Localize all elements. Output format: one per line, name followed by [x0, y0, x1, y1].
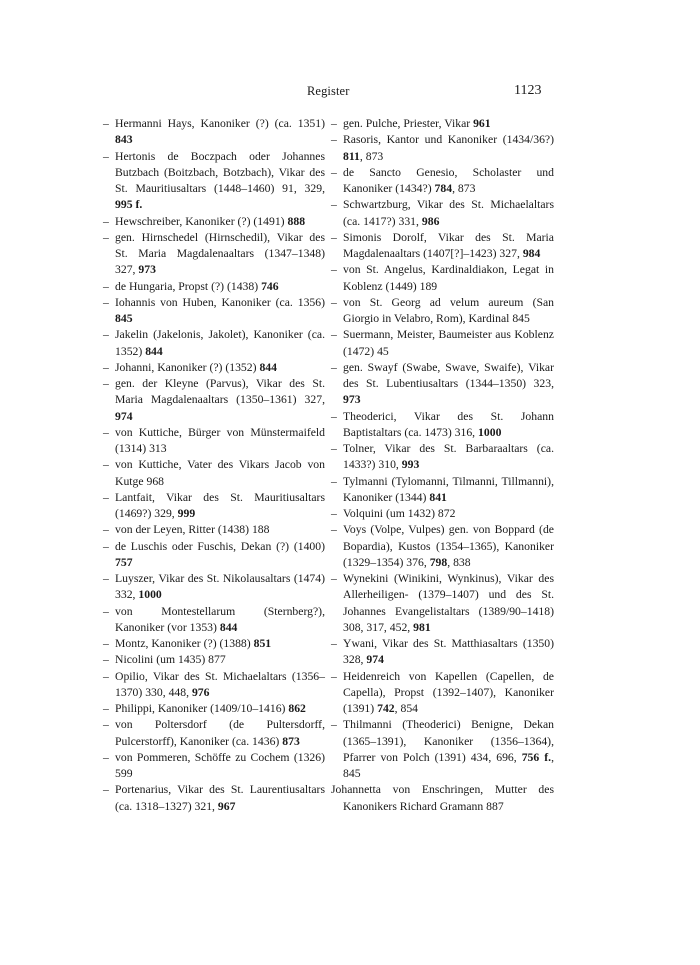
- entry-dash: –: [331, 198, 337, 212]
- entry-main-reference: 888: [287, 214, 306, 228]
- register-entry: [331, 782, 554, 815]
- entry-dash: –: [331, 442, 337, 455]
- register-entry: [103, 425, 325, 458]
- register-entry: [331, 262, 554, 295]
- register-entry: [103, 604, 325, 637]
- register-entry: [103, 457, 325, 490]
- register-entry: [103, 360, 325, 376]
- entry-extra-reference: , 838: [447, 555, 471, 569]
- entry-main-reference: 757: [115, 555, 133, 569]
- register-entry: [103, 669, 325, 702]
- entry-dash: –: [103, 117, 109, 130]
- entry-dash: –: [103, 490, 109, 504]
- entry-text: Voys (Volpe, Vulpes) gen. von Boppard (de Bopardia), Kustos (1354–1365), Kanoniker (1329–1354) 376,: [343, 523, 554, 569]
- entry-main-reference: 746: [261, 279, 279, 293]
- entry-dash: –: [103, 750, 109, 764]
- entry-main-reference: 974: [115, 409, 133, 423]
- entry-main-reference: 974: [366, 653, 384, 667]
- register-entry: [103, 782, 325, 815]
- entry-extra-reference: , 873: [452, 182, 476, 195]
- entry-main-reference: 845: [115, 312, 133, 325]
- entry-dash: –: [331, 637, 337, 650]
- entry-dash: –: [103, 377, 109, 390]
- register-entry: [331, 636, 554, 669]
- entry-text: de Sancto Genesio, Scholaster und Kanoniker (1434?): [343, 165, 554, 195]
- entry-text: Tylmanni (Tylomanni, Tilmanni, Tillmanni), Kanoniker (1344): [343, 474, 554, 504]
- register-entry: [103, 636, 325, 652]
- entry-dash: –: [331, 133, 337, 147]
- entry-dash: –: [331, 523, 337, 537]
- entry-extra-reference: , 845: [343, 750, 554, 780]
- register-entry: [331, 327, 554, 360]
- entry-text: Schwartzburg, Vikar des St. Michaelaltars (ca. 1417?) 331,: [343, 198, 554, 228]
- register-entry: [331, 165, 554, 198]
- entry-text: von Kuttiche, Bürger von Münstermaifeld (1314) 313: [115, 425, 325, 455]
- entry-main-reference: 798: [429, 555, 448, 569]
- entry-dash: –: [103, 653, 109, 667]
- entry-main-reference: 976: [191, 685, 210, 699]
- entry-extra-reference: , 873: [359, 149, 384, 163]
- register-entry: [103, 750, 325, 783]
- entry-dash: –: [331, 360, 337, 374]
- entry-text: Wynekini (Winikini, Wynkinus), Vikar des Allerheiligen- (1379–1407) und des St. Johannes Evangelistaltars (1389/90–1418) 308, 317, 452,: [343, 572, 554, 634]
- register-entry: [103, 327, 325, 360]
- entry-main-reference: 873: [282, 734, 300, 748]
- register-entry: [331, 197, 554, 230]
- entry-main-reference: 844: [259, 360, 277, 374]
- entry-text: von Poltersdorf (de Pultersdorff, Pulcerstorff), Kanoniker (ca. 1436): [115, 718, 325, 748]
- entry-dash: –: [331, 117, 337, 130]
- entry-dash: –: [331, 295, 337, 309]
- entry-text: Hermanni Hays, Kanoniker (?) (ca. 1351): [115, 117, 325, 130]
- entry-dash: –: [103, 214, 109, 228]
- entry-text: Ywani, Vikar des St. Matthiasaltars (1350) 328,: [343, 637, 554, 667]
- register-entry: [103, 522, 325, 538]
- entry-dash: –: [331, 572, 337, 585]
- register-entry: [103, 149, 325, 214]
- entry-text: Johannetta von Enschringen, Mutter des Kanonikers Richard Gramann 887: [331, 783, 554, 813]
- entry-main-reference: 995 f.: [115, 198, 143, 212]
- entry-main-reference: 844: [219, 620, 238, 634]
- entry-dash: –: [103, 572, 109, 585]
- entry-dash: –: [103, 718, 109, 732]
- entry-dash: –: [103, 637, 109, 650]
- entry-text: Hewschreiber, Kanoniker (?) (1491): [115, 214, 288, 228]
- entry-text: von Kuttiche, Vater des Vikars Jacob von Kutge 968: [115, 458, 325, 488]
- entry-dash: –: [103, 669, 109, 683]
- register-entry: [103, 279, 325, 295]
- register-entry: [103, 539, 325, 572]
- register-entry: [103, 701, 325, 717]
- entry-text: gen. Pulche, Priester, Vikar: [343, 117, 474, 130]
- entry-text: de Hungaria, Propst (?) (1438): [115, 279, 262, 293]
- entry-dash: –: [103, 425, 109, 439]
- entry-dash: –: [331, 409, 337, 423]
- entry-text: von St. Angelus, Kardinaldiakon, Legat in Koblenz (1449) 189: [343, 263, 554, 293]
- register-entry: [331, 441, 554, 474]
- register-entry: [331, 506, 554, 522]
- entry-dash: –: [103, 604, 109, 618]
- register-entry: [331, 717, 554, 782]
- entry-dash: –: [103, 702, 109, 715]
- entry-main-reference: 967: [217, 799, 236, 813]
- register-entry: [331, 132, 554, 165]
- entry-text: Portenarius, Vikar des St. Laurentiusaltars (ca. 1318–1327) 321,: [115, 783, 325, 813]
- register-entry: [331, 360, 554, 409]
- entry-text: Iohannis von Huben, Kanoniker (ca. 1356): [115, 295, 325, 309]
- entry-dash: –: [103, 279, 109, 293]
- entry-main-reference: 862: [288, 702, 306, 715]
- entry-text: Opilio, Vikar des St. Michaelaltars (1356–1370) 330, 448,: [115, 669, 325, 699]
- entry-text: Johanni, Kanoniker (?) (1352): [115, 360, 260, 374]
- entry-text: gen. der Kleyne (Parvus), Vikar des St. Maria Magdalenaaltars (1350–1361) 327,: [115, 377, 325, 407]
- entry-main-reference: 756 f.: [521, 750, 552, 764]
- entry-extra-reference: , 854: [394, 702, 418, 715]
- entry-text: von der Leyen, Ritter (1438) 188: [115, 523, 270, 537]
- entry-text: de Luschis oder Fuschis, Dekan (?) (1400): [115, 539, 325, 553]
- entry-dash: –: [103, 149, 109, 163]
- entry-text: Thilmanni (Theoderici) Benigne, Dekan (1365–1391), Kanoniker (1356–1364), Pfarrer von Polch (1391) 434, 696,: [343, 718, 554, 764]
- entry-text: Suermann, Meister, Baumeister aus Koblenz (1472) 45: [343, 328, 554, 358]
- entry-text: Lantfait, Vikar des St. Mauritiusaltars (1469?) 329,: [115, 490, 325, 520]
- register-column-left: [103, 116, 325, 815]
- register-entry: [331, 522, 554, 571]
- entry-dash: –: [331, 263, 337, 277]
- entry-dash: –: [331, 230, 337, 244]
- entry-main-reference: 973: [138, 263, 156, 277]
- entry-main-reference: 843: [115, 133, 133, 147]
- entry-text: Simonis Dorolf, Vikar des St. Maria Magdalenaaltars (1407[?]–1423) 327,: [343, 230, 554, 260]
- entry-main-reference: 742: [377, 702, 395, 715]
- entry-dash: –: [331, 165, 337, 179]
- register-entry: [103, 652, 325, 668]
- register-entry: [331, 669, 554, 718]
- entry-dash: –: [331, 474, 337, 488]
- entry-main-reference: 1000: [478, 425, 502, 439]
- entry-text: Hertonis de Boczpach oder Johannes Butzbach (Boitzbach, Botzbach), Vikar des St. Mauritiusaltars (1448–1460) 91, 329,: [115, 149, 325, 195]
- entry-text: Jakelin (Jakelonis, Jakolet), Kanoniker (ca. 1352): [115, 328, 325, 358]
- entry-dash: –: [331, 507, 337, 520]
- entry-text: von Pommeren, Schöffe zu Cochem (1326) 599: [115, 750, 325, 780]
- entry-text: gen. Hirnschedel (Hirnschedil), Vikar des St. Maria Magdalenaaltars (1347–1348) 327,: [115, 230, 325, 277]
- entry-text: Rasoris, Kantor und Kanoniker (1434/36?): [343, 133, 554, 147]
- register-entry: [331, 295, 554, 328]
- register-entry: [331, 571, 554, 636]
- register-entry: [103, 717, 325, 750]
- entry-dash: –: [331, 669, 337, 683]
- entry-dash: –: [103, 360, 109, 374]
- entry-main-reference: 973: [343, 393, 361, 407]
- register-entry: [103, 571, 325, 604]
- entry-text: Heidenreich von Kapellen (Capellen, de Capella), Propst (1392–1407), Kanoniker (1391): [343, 669, 554, 715]
- entry-dash: –: [103, 458, 109, 472]
- entry-text: Nicolini (um 1435) 877: [115, 653, 226, 667]
- entry-text: gen. Swayf (Swabe, Swave, Swaife), Vikar des St. Lubentiusaltars (1344–1350) 323,: [343, 360, 554, 390]
- entry-main-reference: 986: [421, 214, 440, 228]
- entry-main-reference: 851: [253, 637, 272, 650]
- entry-dash: –: [103, 230, 109, 244]
- entry-main-reference: 841: [429, 490, 447, 504]
- entry-text: Volquini (um 1432) 872: [343, 507, 456, 520]
- entry-dash: –: [103, 523, 109, 537]
- entry-dash: –: [331, 328, 337, 342]
- entry-main-reference: 993: [401, 458, 420, 472]
- entry-text: Theoderici, Vikar des St. Johann Baptistaltars (ca. 1473) 316,: [343, 409, 554, 439]
- entry-dash: –: [103, 783, 109, 797]
- entry-main-reference: 811: [343, 149, 360, 163]
- entry-text: Luyszer, Vikar des St. Nikolausaltars (1474) 332,: [115, 572, 325, 602]
- entry-main-reference: 961: [473, 117, 491, 130]
- entry-dash: –: [103, 295, 109, 309]
- register-entry: [103, 295, 325, 328]
- entry-text: Tolner, Vikar des St. Barbaraaltars (ca. 1433?) 310,: [343, 442, 554, 472]
- running-header-title: Register: [307, 84, 350, 98]
- entry-main-reference: 999: [177, 507, 196, 520]
- register-entry: [331, 230, 554, 263]
- register-entry: [331, 116, 554, 132]
- entry-main-reference: 1000: [138, 588, 162, 602]
- register-entry: [103, 376, 325, 425]
- entry-text: von St. Georg ad velum aureum (San Giorgio in Velabro, Rom), Kardinal 845: [343, 295, 554, 325]
- entry-dash: –: [331, 718, 337, 732]
- page-number: 1123: [514, 83, 542, 98]
- register-entry: [331, 474, 554, 507]
- register-entry: [103, 230, 325, 279]
- entry-dash: –: [103, 539, 109, 553]
- entry-main-reference: 844: [145, 344, 163, 358]
- entry-text: von Montestellarum (Sternberg?), Kanoniker (vor 1353): [115, 604, 325, 634]
- register-column-right: [331, 116, 554, 815]
- entry-dash: –: [103, 328, 109, 342]
- entry-main-reference: 784: [434, 182, 453, 195]
- entry-main-reference: 981: [413, 620, 431, 634]
- register-entry: [103, 116, 325, 149]
- entry-text: Montz, Kanoniker (?) (1388): [115, 637, 254, 650]
- register-entry: [331, 409, 554, 442]
- entry-main-reference: 984: [522, 247, 541, 260]
- register-entry: [103, 490, 325, 523]
- entry-text: Philippi, Kanoniker (1409/10–1416): [115, 702, 289, 715]
- register-entry: [103, 214, 325, 230]
